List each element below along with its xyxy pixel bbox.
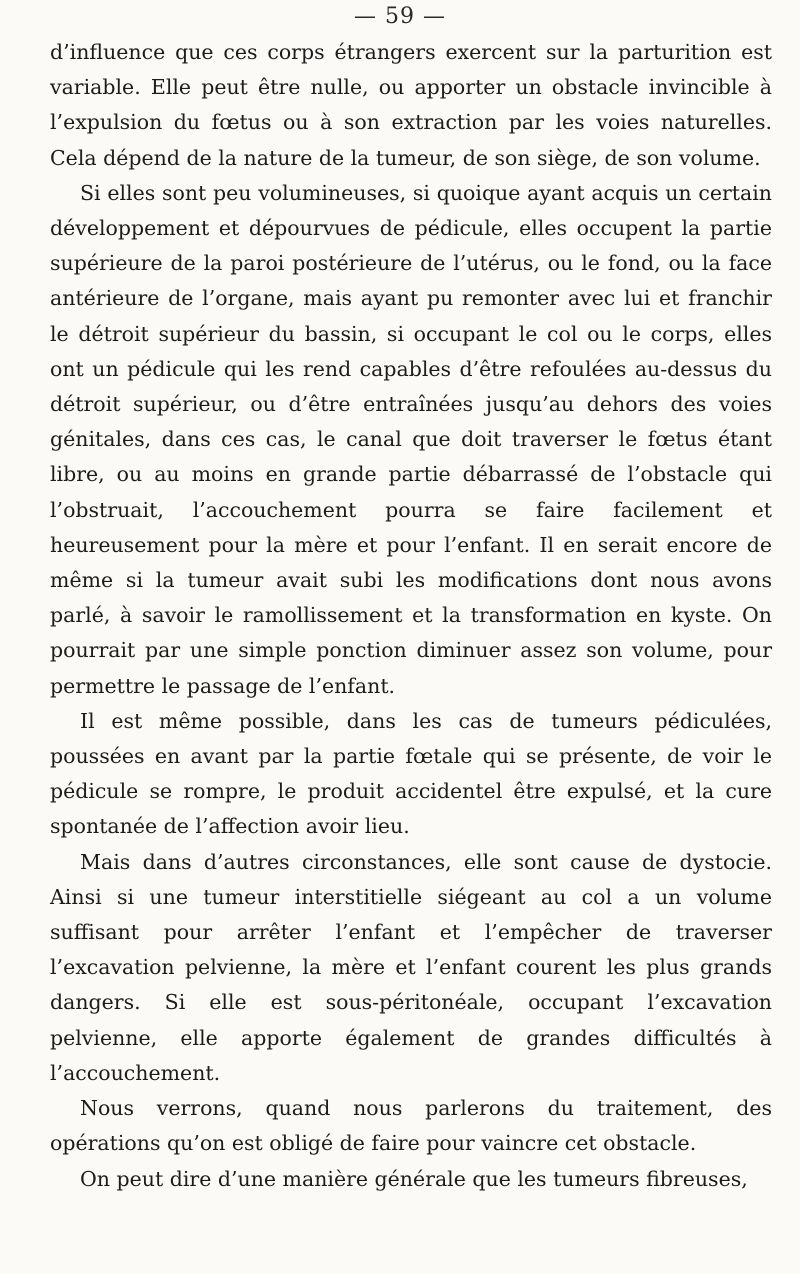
paragraph-treatment: Nous verrons, quand nous parlerons du traitement, des opérations qu’on est obligé de faire pour vaincre cet obstacle. [50, 1096, 772, 1156]
paragraph-general: On peut dire d’une manière générale que les tumeurs fibreuses, [80, 1166, 748, 1191]
paragraph-continuation: d’influence que ces corps étrangers exercent sur la parturition est variable. Elle peut être nulle, ou apporter un obstacle invincible à l’expulsion du fœtus ou à son extraction par les voies naturelles. Cela dépend de la nature de la tumeur, de son siège, de son volume. [50, 40, 772, 170]
paragraph-small-tumors: Si elles sont peu volumineuses, si quoique ayant acquis un certain développement et dépourvues de pédicule, elles occupent la partie supérieure de la paroi postérieure de l’utérus, ou le fond, ou la face antérieure de l’organe, mais ayant pu remonter avec lui et franchir le détroit supérieur du bassin, si occupant le col ou le corps, elles ont un pédicule qui les rend capables d’être refoulées au-dessus du détroit supérieur, ou d’être entraînées jusqu’au dehors des voies génitales, dans ces cas, le canal que doit traverser le fœtus étant libre, ou au moins en grande partie débarrassé de l’obstacle qui l’obstruait, l’accouchement pourra se faire facilement et heureusement pour la mère et pour l’enfant. Il en serait encore de même si la tumeur avait subi les modifications dont nous avons parlé, à savoir le ramollissement et la transformation en kyste. On pourrait par une simple ponction diminuer assez son volume, pour permettre le passage de l’enfant. [50, 180, 772, 698]
body-text [50, 35, 772, 1197]
page-number: — 59 — [354, 4, 446, 29]
paragraph-dystocia: Mais dans d’autres circonstances, elle sont cause de dystocie. Ainsi si une tumeur interstitielle siégeant au col a un volume suffisant pour arrêter l’enfant et l’empêcher de traverser l’excavation pelvienne, la mère et l’enfant courent les plus grands dangers. Si elle est sous-péritonéale, occupant l’excavation pelvienne, elle apporte également de grandes difficultés à l’accouchement. [50, 849, 772, 1085]
paragraph-pediculated-tumors: Il est même possible, dans les cas de tumeurs pédiculées, poussées en avant par la partie fœtale qui se présente, de voir le pédicule se rompre, le produit accidentel être expulsé, et la cure spontanée de l’affection avoir lieu. [50, 708, 772, 839]
